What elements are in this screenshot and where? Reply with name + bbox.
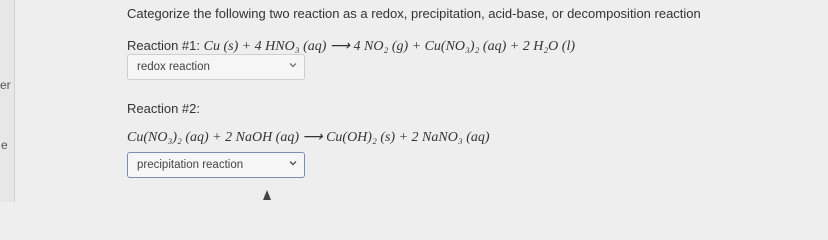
chevron-down-icon bbox=[288, 158, 298, 168]
reaction-2-select[interactable] bbox=[127, 152, 305, 178]
reaction-1-equation: Cu (s) + 4 HNO₃ (aq) ⟶ 4 NO₂ (g) + Cu(NO₃)₂ (aq) + 2 H₂O (l) bbox=[203, 39, 576, 54]
question-prompt: Categorize the following two reaction as a redox, precipitation, acid-base, or decomposition reaction bbox=[127, 6, 701, 21]
clipped-sidebar-text: e bbox=[1, 138, 8, 152]
reaction-2-label: Reaction #2: bbox=[127, 101, 200, 116]
chevron-down-icon bbox=[288, 60, 298, 70]
mouse-cursor-icon bbox=[263, 190, 271, 200]
left-sidebar-strip bbox=[0, 0, 15, 202]
reaction-2-selected-value: precipitation reaction bbox=[137, 159, 244, 171]
clipped-sidebar-text: er bbox=[0, 78, 11, 92]
question-panel bbox=[127, 0, 828, 202]
reaction-1-select[interactable] bbox=[127, 54, 305, 80]
reaction-1-selected-value: redox reaction bbox=[137, 61, 210, 73]
reaction-1-label: Reaction #1: bbox=[127, 38, 200, 53]
reaction-2-equation: Cu(NO₃)₂ (aq) + 2 NaOH (aq) ⟶ Cu(OH)₂ (s) + 2 NaNO₃ (aq) bbox=[127, 130, 490, 145]
reaction-1-line bbox=[127, 38, 575, 55]
